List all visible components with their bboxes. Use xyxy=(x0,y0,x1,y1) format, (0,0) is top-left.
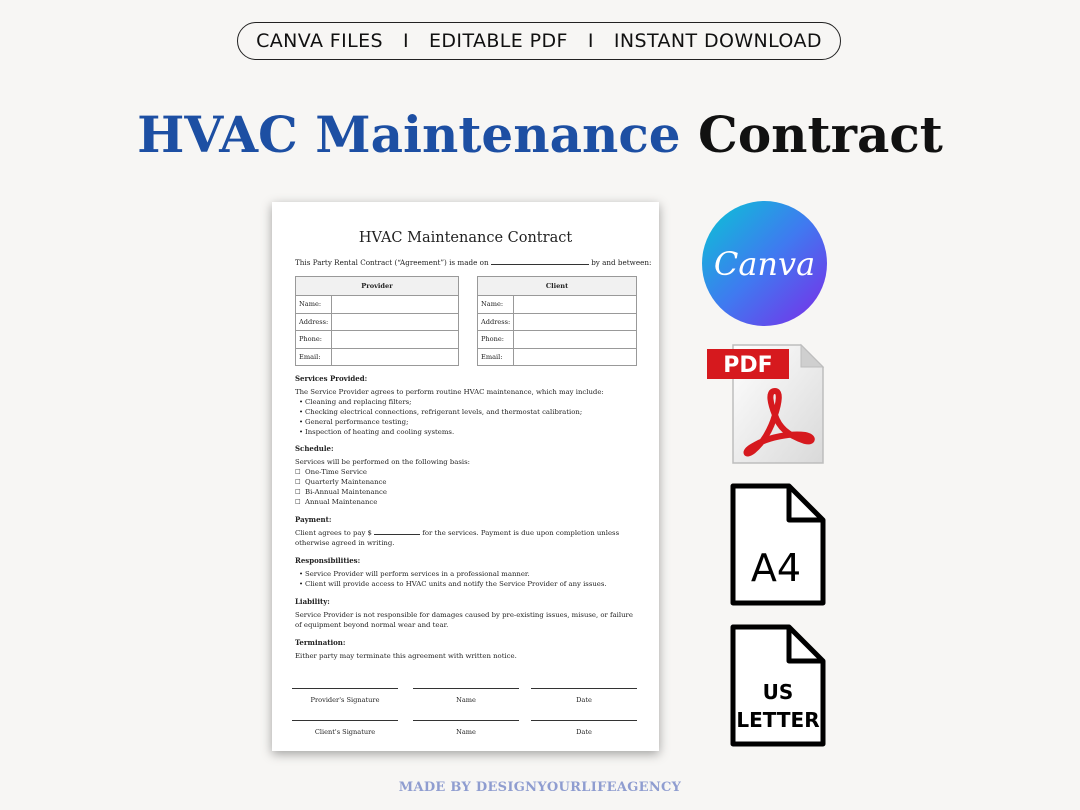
signature-label: Provider's Signature xyxy=(310,696,380,704)
field-value xyxy=(332,313,459,331)
a4-label: A4 xyxy=(750,546,802,590)
intro-text: This Party Rental Contract (“Agreement”) is made on xyxy=(295,258,489,267)
provider-table xyxy=(295,276,459,366)
signature-line xyxy=(413,688,519,704)
field-label: Address: xyxy=(296,313,332,331)
field-value xyxy=(514,296,637,314)
section-text: Service Provider is not responsible for damages caused by pre-existing issues, misuse, or failure of equipment beyond normal wear and tear. xyxy=(295,611,633,629)
banner-separator: I xyxy=(402,30,409,52)
payment-section xyxy=(295,515,640,548)
field-label: Email: xyxy=(296,348,332,366)
us-letter-file-icon xyxy=(729,623,827,748)
feature-banner xyxy=(237,22,841,60)
field-value xyxy=(332,348,459,366)
client-table xyxy=(477,276,637,366)
list-item: • General performance testing; xyxy=(295,417,640,427)
signature-line xyxy=(292,720,398,736)
amount-blank xyxy=(374,534,420,535)
section-heading: Termination: xyxy=(295,638,346,647)
services-list xyxy=(295,397,640,437)
contract-title: HVAC Maintenance Contract xyxy=(358,230,573,246)
signature-label: Client's Signature xyxy=(314,728,376,736)
responsibilities-list xyxy=(295,569,640,589)
schedule-section xyxy=(295,444,640,507)
field-label: Address: xyxy=(478,313,514,331)
banner-item-editable-pdf: EDITABLE PDF xyxy=(429,30,568,52)
a4-file-icon xyxy=(729,482,827,607)
title-part-black: Contract xyxy=(698,105,943,164)
banner-item-instant-download: INSTANT DOWNLOAD xyxy=(613,30,822,52)
list-item: • Cleaning and replacing filters; xyxy=(295,397,640,407)
termination-section xyxy=(295,638,640,661)
field-label: Email: xyxy=(478,348,514,366)
section-text: The Service Provider agrees to perform routine HVAC maintenance, which may include: xyxy=(295,388,604,396)
provider-header: Provider xyxy=(296,277,459,296)
list-item: • Service Provider will perform services in a professional manner. xyxy=(295,569,640,579)
field-value xyxy=(332,331,459,349)
payment-text: Client agrees to pay $ xyxy=(295,529,372,537)
schedule-options xyxy=(295,467,640,507)
pdf-file-icon xyxy=(705,343,825,465)
title-part-blue: HVAC Maintenance xyxy=(137,105,681,164)
signature-line xyxy=(413,720,519,736)
checkbox-item: □ Bi-Annual Maintenance xyxy=(295,487,640,497)
field-label: Name: xyxy=(478,296,514,314)
intro-text-end: by and between: xyxy=(591,258,652,267)
signature-label: Name xyxy=(456,728,476,736)
signature-label: Name xyxy=(456,696,476,704)
responsibilities-section xyxy=(295,556,640,589)
list-item: • Checking electrical connections, refrigerant levels, and thermostat calibration; xyxy=(295,407,640,417)
list-item: • Client will provide access to HVAC units and notify the Service Provider of any issues. xyxy=(295,579,640,589)
field-value xyxy=(332,296,459,314)
services-section xyxy=(295,374,640,437)
section-heading: Schedule: xyxy=(295,444,334,453)
pdf-label: PDF xyxy=(723,353,773,378)
checkbox-item: □ One-Time Service xyxy=(295,467,640,477)
date-blank xyxy=(491,264,589,265)
canva-logo-text: Canva xyxy=(713,244,816,283)
payment-text-end: for the services. Payment is due upon completion unless otherwise agreed in writing. xyxy=(295,529,620,547)
banner-item-canva-files: CANVA FILES xyxy=(256,30,383,52)
field-label: Name: xyxy=(296,296,332,314)
us-letter-label: LETTER xyxy=(736,708,820,732)
liability-section xyxy=(295,597,640,630)
signature-label: Date xyxy=(576,696,592,704)
client-header: Client xyxy=(478,277,637,296)
field-value xyxy=(514,331,637,349)
banner-separator: I xyxy=(587,30,594,52)
section-text: Services will be performed on the following basis: xyxy=(295,458,470,466)
field-label: Phone: xyxy=(478,331,514,349)
field-label: Phone: xyxy=(296,331,332,349)
signature-line xyxy=(531,720,637,736)
section-heading: Payment: xyxy=(295,515,332,524)
field-value xyxy=(514,313,637,331)
list-item: • Inspection of heating and cooling systems. xyxy=(295,427,640,437)
section-text xyxy=(295,528,640,548)
signature-label: Date xyxy=(576,728,592,736)
us-letter-label: US xyxy=(762,680,794,704)
signature-line xyxy=(531,688,637,704)
canva-logo-icon xyxy=(702,201,827,326)
section-heading: Services Provided: xyxy=(295,374,368,383)
section-heading: Responsibilities: xyxy=(295,556,361,565)
page-title xyxy=(0,104,1080,166)
checkbox-item: □ Quarterly Maintenance xyxy=(295,477,640,487)
contract-intro xyxy=(295,258,651,267)
section-heading: Liability: xyxy=(295,597,330,606)
checkbox-item: □ Annual Maintenance xyxy=(295,497,640,507)
section-text: Either party may terminate this agreement with written notice. xyxy=(295,652,517,660)
footer-credit: MADE BY DESIGNYOURLIFEAGENCY xyxy=(398,780,682,795)
field-value xyxy=(514,348,637,366)
signature-line xyxy=(292,688,398,704)
contract-preview xyxy=(272,202,659,751)
